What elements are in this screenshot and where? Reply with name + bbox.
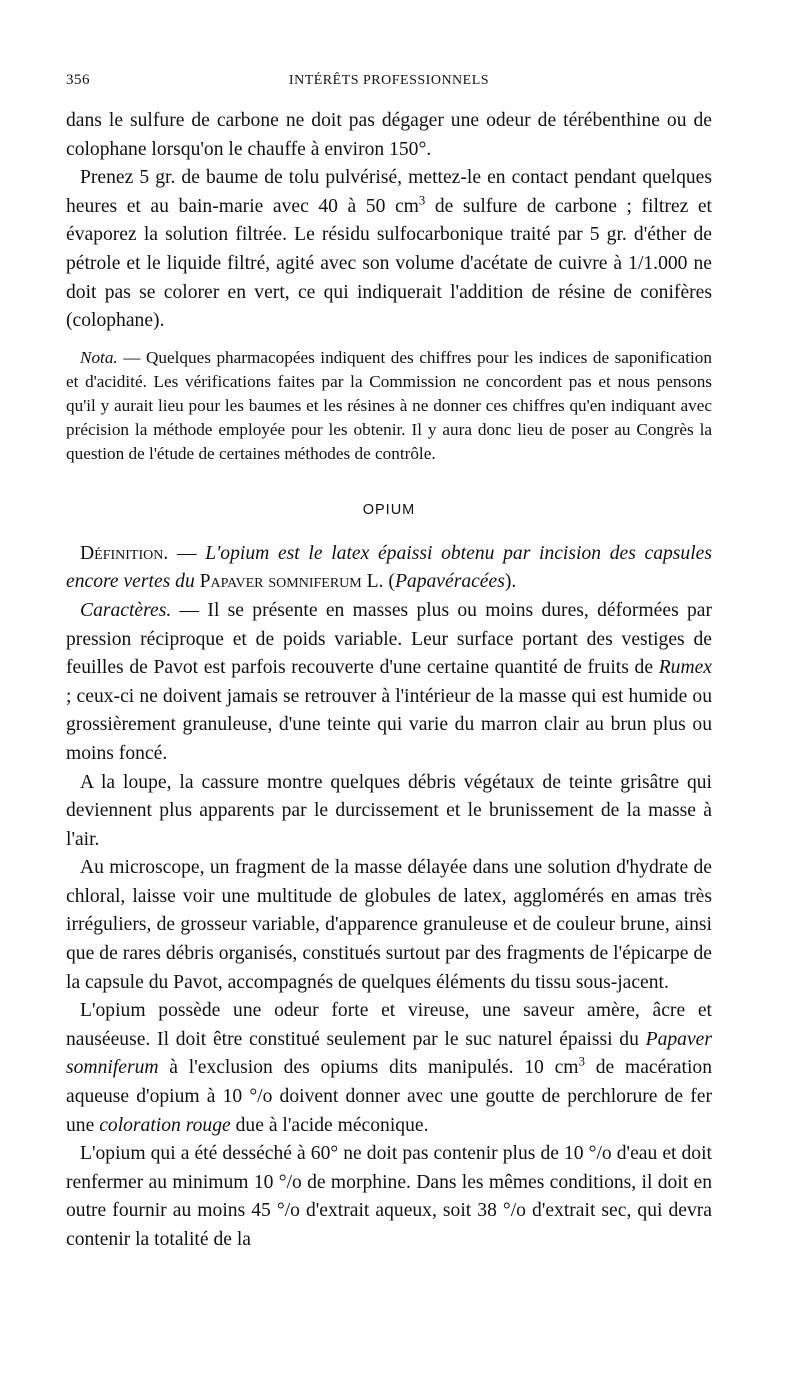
caracteres-label: Caractères. (80, 599, 172, 621)
section-title: OPIUM (362, 501, 416, 518)
odeur-text-a: L'opium possède une odeur forte et vireuse, une saveur amère, âcre et nauséeuse. Il doit être constitué seulement par le suc naturel épaissi du (66, 1000, 712, 1050)
caracteres-text-a: — Il se présente en masses plus ou moins dures, déformées par pression réciproque et de poids variable. Leur surface portant des vestiges de feuilles de Pavot est parfois recouverte d'une certaine quantité de fruits de (66, 599, 712, 679)
definition-species: Papaver somniferum (194, 571, 362, 593)
note-label: Nota. (80, 347, 118, 367)
odeur-text-b: à l'exclusion des opiums dits manipulés. 10 cm (158, 1057, 579, 1079)
caracteres-paragraph (66, 597, 712, 769)
definition-paragraph (66, 540, 712, 597)
definition-author: L. ( (361, 571, 395, 593)
definition-dash: — (168, 542, 206, 564)
note-paragraph (66, 346, 712, 466)
odeur-species: Papaver somniferum (66, 1028, 712, 1079)
superscript-cube: 3 (418, 193, 426, 208)
definition-family: Papavéracées (394, 571, 505, 593)
paragraph-prenez (66, 164, 712, 336)
caracteres-text-b: ; ceux-ci ne doivent jamais se retrouver à l'intérieur de la masse qui est humide ou grossièrement granuleuse, d'une teinte qui varie du marron clair au brun plus ou moins foncé. (66, 685, 712, 764)
loupe-paragraph: A la loupe, la cassure montre quelques débris végétaux de teinte grisâtre qui deviennent plus apparents par le durcissement et le brunissement de la masse à l'air. (66, 771, 712, 850)
paragraph-prenez-text-a: Prenez 5 gr. de baume de tolu pulvérisé, mettez-le en contact pendant quelques heures et au bain-marie avec 40 à 50 cm (66, 167, 712, 217)
running-header (66, 72, 712, 89)
definition-text: L'opium est le latex épaissi obtenu par incision des capsules encore vertes du (66, 542, 712, 593)
odeur-paragraph (66, 997, 712, 1140)
caracteres-rumex: Rumex (658, 657, 712, 679)
odeur-text-d: due à l'acide méconique. (230, 1114, 429, 1136)
note-text: — Quelques pharmacopées indiquent des chiffres pour les indices de saponification et d'acidité. Les vérifications faites par la Commission ne concordent pas et nous pensons qu'il y aurait lieu pour les baumes et les résines à ne donner ces chiffres qu'en indiquant avec précision la méthode employée pour les obtenir. Il y aura donc lieu de poser au Congrès la question de l'étude de certaines méthodes de contrôle. (66, 347, 712, 463)
page-number: 356 (66, 72, 90, 88)
paragraph-prenez-text-b: de sulfure de carbone ; filtrez et évaporez la solution filtrée. Le résidu sulfocarbonique traité par 5 gr. d'éther de pétrole et le liquide filtré, agité avec son volume d'acétate de cuivre à 1/1.000 ne doit pas se colorer en vert, ce qui indiquerait l'addition de résine de conifères (colophane). (66, 195, 712, 332)
odeur-coloration: coloration rouge (99, 1114, 231, 1136)
odeur-text-c: de macération aqueuse d'opium à 10 °/o doivent donner avec une goutte de perchlorure de fer une (66, 1057, 713, 1136)
paragraph-sulfure (66, 107, 712, 164)
paragraph-sulfure-text: dans le sulfure de carbone ne doit pas dégager une odeur de térébenthine ou de colophane lorsqu'on le chauffe à environ 150°. (66, 110, 712, 160)
odeur-superscript: 3 (578, 1054, 585, 1069)
running-title: INTÉRÊTS PROFESSIONNELS (288, 73, 490, 88)
dessech-paragraph: L'opium qui a été desséché à 60° ne doit pas contenir plus de 10 °/o d'eau et doit renfermer au minimum 10 °/o de morphine. Dans les mêmes conditions, il doit en outre fournir au moins 45 °/o d'extrait aqueux, soit 38 °/o d'extrait sec, qui devra contenir la totalité de la (66, 1143, 712, 1250)
definition-end: ). (504, 571, 517, 593)
microscope-paragraph: Au microscope, un fragment de la masse délayée dans une solution d'hydrate de chloral, laisse voir une multitude de globules de latex, agglomérés en amas très irréguliers, de grosseur variable, d'apparence granuleuse et de couleur brune, ainsi que de rares débris organisés, constitués surtout par des fragments de l'épicarpe de la capsule du Pavot, accompagnés de quelques éléments du tissu sous-jacent. (66, 857, 712, 993)
definition-label: Définition. (80, 542, 169, 564)
